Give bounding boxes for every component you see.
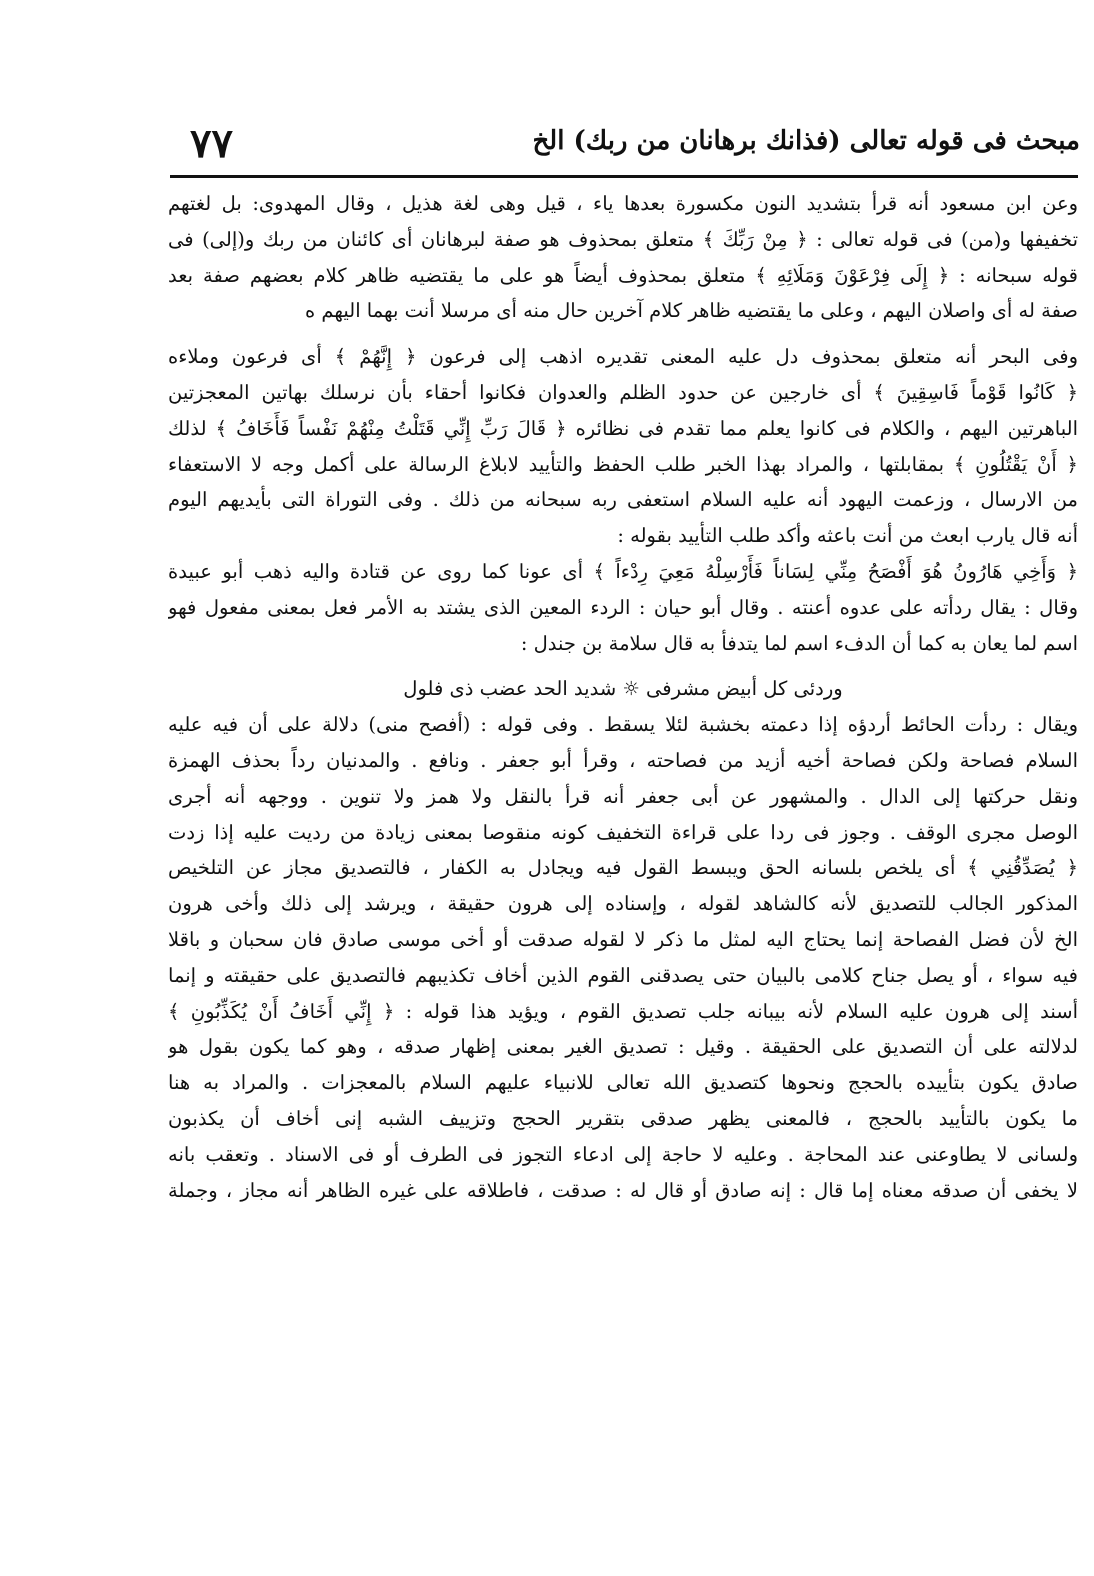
running-title: مبحث فى قوله تعالى (فذانك برهانان من ربك) الخ — [532, 126, 1080, 156]
text-line: لا يخفى أن صدقه معناه إما قال : إنه صادق أو قال له : صدقت ، فاطلاقه على غيره الظاهر أنه مجاز ، وجملة — [168, 1178, 1078, 1202]
text-line: ﴿ كَانُوا قَوْماً فَاسِقِينَ ﴾ أى خارجين عن حدود الظلم والعدوان فكانوا أحقاء بأن نرسلك بهاتين المعجزتين — [168, 380, 1078, 404]
text-line: أنه قال يارب ابعث من أنت باعثه وأكد طلب التأييد بقوله : — [617, 524, 1078, 548]
text-line: الوصل مجرى الوقف . وجوز فى ردا على قراءة التخفيف كونه منقوصا بمعنى زيادة من رديت عليه إذا زدت — [168, 820, 1078, 844]
body-text — [168, 186, 1078, 1208]
text-line: ولسانى لا يطاوعنى عند المحاجة . وعليه لا حاجة إلى ادعاء التجوز فى الطرف أو فى الاسناد . وتعقب بانه — [168, 1142, 1078, 1166]
text-line: المذكور الجالب للتصديق لأنه كالشاهد لقوله ، وإسناده إلى هرون حقيقة ، ويرشد إلى ذلك وأخى هرون — [168, 892, 1078, 916]
text-line: أسند إلى هرون عليه السلام لأنه بيبانه جلب تصديق القوم ، ويؤيد هذا قوله : ﴿ إِنِّي أَخَافُ أَنْ يُكَذِّبُونِ ﴾ — [168, 999, 1078, 1023]
text-line: ما يكون بالتأييد بالحجج ، فالمعنى يظهر صدقى بتقرير الحجج وتزييف الشبه إنى أخاف أن يكذبون — [168, 1106, 1078, 1130]
text-line: السلام فصاحة ولكن فصاحة أخيه أزيد من فصاحته ، وقرأ أبو جعفر . ونافع . والمدنيان رداً بحذف الهمزة — [168, 748, 1078, 772]
text-line: قوله سبحانه : ﴿ إِلَى فِرْعَوْنَ وَمَلَائِهِ ﴾ متعلق بمحذوف أيضاً هو على ما يقتضيه ظاهر كلام بعضهم صفة بعد — [168, 263, 1078, 287]
page-number: ٧٧ — [190, 120, 233, 167]
text-line: فيه سواء ، أو يصل جناح كلامى بالبيان حتى يصدقنى القوم الذين أخاف تكذيبهم فالتصديق على حقيقته و إنما — [168, 963, 1078, 987]
text-line: صفة له أى واصلان اليهم ، وعلى ما يقتضيه ظاهر كلام آخرين حال منه أى مرسلا أنت بهما اليهم ه — [304, 299, 1078, 323]
poetry-verse: وردئى كل أبيض مشرفى ☼ شديد الحد عضب ذى فلول — [403, 677, 843, 701]
page-header — [190, 118, 1080, 176]
text-line: الخ لأن فضل الفصاحة إنما يحتاج اليه لمثل ما ذكر لا لقوله صدقت أو أخى موسى صادق فان سحبان و باقلا — [168, 927, 1078, 951]
text-line: ونقل حركتها إلى الدال . والمشهور عن أبى جعفر أنه قرأ بالنقل ولا همز ولا تنوين . ووجهه أنه أجرى — [168, 784, 1078, 808]
text-line: تخفيفها و(من) فى قوله تعالى : ﴿ مِنْ رَبِّكَ ﴾ متعلق بمحذوف هو صفة لبرهانان أى كائنان من ربك و(إلى) فى — [168, 227, 1078, 251]
header-rule — [170, 175, 1078, 178]
text-line: صادق يكون بتأييده بالحجج ونحوها كتصديق الله تعالى للانبياء عليهم السلام بالمعجزات . والمراد به هنا — [168, 1071, 1078, 1095]
text-line: من الارسال ، وزعمت اليهود أنه عليه السلام استعفى ربه سبحانه من ذلك . وفى التوراة التى بأيديهم اليوم — [168, 488, 1078, 512]
text-line: وقال : يقال ردأته على عدوه أعنته . وقال أبو حيان : الردء المعين الذى يشتد به الأمر فعل بمعنى مفعول فهو — [168, 595, 1078, 619]
text-line: ويقال : ردأت الحائط أردؤه إذا دعمته بخشبة لئلا يسقط . وفى قوله : (أفصح منى) دلالة على أن فيه عليه — [168, 713, 1078, 737]
text-line: وعن ابن مسعود أنه قرأ بتشديد النون مكسورة بعدها ياء ، قيل وهى لغة هذيل ، وقال المهدوى: بل لغتهم — [168, 192, 1078, 215]
text-line: ﴿ وَأَخِي هَارُونُ هُوَ أَفْصَحُ مِنِّي لِسَاناً فَأَرْسِلْهُ مَعِيَ رِدْءاً ﴾ أى عونا كما روى عن قتادة واليه ذهب أبو عبيدة — [168, 559, 1078, 583]
text-line: ﴿ يُصَدِّقُنِي ﴾ أى يلخص بلسانه الحق ويبسط القول فيه ويجادل به الكفار ، فالتصديق مجاز عن التلخيص — [168, 856, 1078, 880]
text-line: وفى البحر أنه متعلق بمحذوف دل عليه المعنى تقديره اذهب إلى فرعون ﴿ إِنَّهُمْ ﴾ أى فرعون وملاءه — [168, 345, 1078, 369]
text-line: الباهرتين اليهم ، والكلام فى كانوا يعلم مما تقدم فى نظائره ﴿ قَالَ رَبِّ إِنِّي قَتَلْتُ مِنْهُمْ نَفْساً فَأَخَافُ ﴾ لذلك — [168, 416, 1078, 440]
text-line: اسم لما يعان به كما أن الدفء اسم لما يتدفأ به قال سلامة بن جندل : — [520, 631, 1078, 655]
text-line: لدلالته على أن التصديق على الحقيقة . وقيل : تصديق الغير بمعنى إظهار صدقه ، وهو كما يكون بقول هو — [168, 1035, 1078, 1059]
text-line: ﴿ أَنْ يَقْتُلُونِ ﴾ بمقابلتها ، والمراد بهذا الخبر طلب الحفظ والتأييد لابلاغ الرسالة على أكمل وجه لا الاستعفاء — [168, 452, 1078, 476]
